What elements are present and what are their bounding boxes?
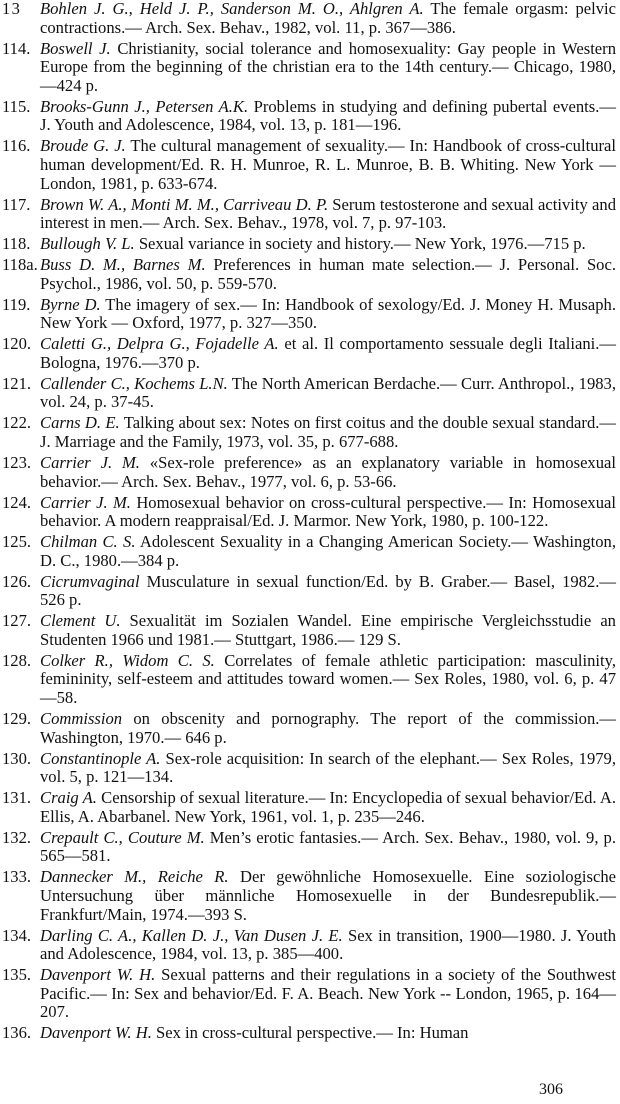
reference-text: Problems in studying and defining pubertal events.— J. Youth and Adolescence, 1984, vol. 13, p. 181—196. — [40, 96, 616, 135]
reference-entry — [0, 235, 620, 254]
reference-entry — [0, 927, 620, 964]
reference-entry — [0, 652, 620, 708]
reference-entry — [0, 454, 620, 491]
reference-entry — [0, 0, 620, 37]
reference-entry — [0, 829, 620, 866]
reference-entry — [0, 256, 620, 293]
reference-text: Musculature in sexual function/Ed. by B. Graber.— Basel, 1982.— 526 p. — [40, 571, 616, 610]
reference-text: Der gewöhnliche Homosexuelle. Eine soziologische Untersuchung über männliche Homosexuelle in der Bundesrepublik.— Frankfurt/Main, 1974.—393 S. — [40, 867, 616, 924]
reference-number: 127. — [2, 611, 32, 631]
reference-entry — [0, 335, 620, 372]
reference-number: 134. — [2, 925, 32, 945]
reference-entry — [0, 966, 620, 1022]
reference-number: 115. — [2, 96, 31, 116]
reference-number: 119. — [2, 294, 31, 314]
page-number: 306 — [539, 1081, 563, 1098]
reference-authors: Callender C., Kochems L.N. — [40, 373, 228, 393]
reference-entry — [0, 40, 620, 96]
reference-entry — [0, 868, 620, 924]
reference-authors: Carrier J. M. — [40, 452, 140, 472]
reference-authors: Broude G. J. — [40, 136, 126, 156]
reference-text: Sexual patterns and their regulations in a society of the Southwest Pacific.— In: Sex and behavior/Ed. F. A. Beach. New York -- London, 1965, p. 164—207. — [40, 965, 616, 1022]
reference-number: 130. — [2, 748, 32, 768]
reference-text: The cultural management of sexuality.— In: Handbook of cross-cultural human development/Ed. R. H. Munroe, R. L. Munroe, B. B. Whiting. New York — London, 1981, p. 633-674. — [40, 136, 616, 193]
reference-number: 131. — [2, 788, 32, 808]
reference-entry — [0, 196, 620, 233]
reference-text: Adolescent Sexuality in a Changing American Society.— Washington, D. C., 1980.—384 p. — [40, 532, 616, 570]
reference-authors: Bohlen J. G., Held J. P., Sanderson M. O., Ahlgren A. — [40, 0, 424, 18]
reference-authors: Chilman C. S. — [40, 532, 136, 552]
reference-text: Talking about sex: Notes on first coitus and the double sexual standard.— J. Marriage and the Family, 1973, vol. 35, p. 677-688. — [40, 413, 616, 451]
reference-number: 117. — [2, 194, 31, 214]
reference-text: «Sex-role preference» as an explanatory variable in homosexual behavior.— Arch. Sex. Behav., 1977, vol. 6, p. 53-66. — [40, 452, 616, 491]
reference-text: et al. Il comportamento sessuale degli Italiani.— Bologna, 1976.—370 p. — [40, 334, 616, 372]
reference-entry — [0, 375, 620, 412]
reference-text: The female orgasm: pelvic contractions.— Arch. Sex. Behav., 1982, vol. 11, p. 367—386. — [40, 0, 616, 37]
reference-entry — [0, 612, 620, 649]
reference-authors: Cicrumvaginal — [40, 571, 140, 591]
reference-text: Serum testosterone and sexual activity and interest in men.— Arch. Sex. Behav., 1978, vol. 7, p. 97-103. — [40, 194, 616, 233]
reference-authors: Brown W. A., Monti M. M., Carriveau D. P. — [40, 194, 329, 214]
reference-authors: Colker R., Widom C. S. — [40, 650, 215, 670]
reference-authors: Boswell J. — [40, 38, 111, 58]
reference-authors: Commission — [40, 709, 123, 729]
reference-text: on obscenity and pornography. The report of the commission.— Washington, 1970.— 646 p. — [40, 709, 616, 747]
reference-text: Christianity, social tolerance and homosexuality: Gay people in Western Europe from the beginning of the christian era to the 14th century.— Chicago, 1980,—424 p. — [40, 38, 616, 95]
reference-number: 122. — [2, 413, 32, 433]
reference-entry — [0, 98, 620, 135]
reference-entry — [0, 1024, 620, 1043]
reference-authors: Davenport W. H. — [40, 965, 156, 985]
reference-number: 118. — [2, 234, 31, 254]
reference-number: 129. — [2, 709, 32, 729]
reference-text: Men’s erotic fantasies.— Arch. Sex. Behav., 1980, vol. 9, p. 565—581. — [40, 827, 616, 866]
reference-number: 133. — [2, 867, 32, 887]
reference-number: 1 3 — [2, 0, 20, 18]
reference-authors: Bullough V. L. — [40, 234, 135, 254]
reference-number: 128. — [2, 650, 32, 670]
reference-text: Censorship of sexual literature.— In: Encyclopedia of sexual behavior/Ed. A. Ellis, A. Abarbanel. New York, 1961, vol. 1, p. 235—246. — [40, 788, 616, 826]
reference-authors: Carrier J. M. — [40, 492, 131, 512]
reference-authors: Carns D. E. — [40, 413, 120, 433]
reference-entry — [0, 789, 620, 826]
reference-number: 126. — [2, 571, 32, 591]
reference-authors: Dannecker M., Reiche R. — [40, 867, 229, 887]
reference-number: 123. — [2, 452, 32, 472]
reference-authors: Davenport W. H. — [40, 1023, 152, 1043]
reference-number: 135. — [2, 965, 32, 985]
reference-entry — [0, 414, 620, 451]
reference-text: Homosexual behavior on cross-cultural perspective.— In: Homosexual behavior. A modern reappraisal/Ed. J. Marmor. New York, 1980, p. 100-122. — [40, 492, 616, 531]
reference-number: 116. — [2, 136, 31, 156]
reference-number: 132. — [2, 827, 32, 847]
reference-text: The imagery of sex.— In: Handbook of sexology/Ed. J. Money H. Musaph. New York — Oxford, 1977, p. 327—350. — [40, 294, 616, 333]
reference-number: 114. — [2, 38, 31, 58]
reference-text: The North American Berdache.— Curr. Anthropol., 1983, vol. 24, p. 37-45. — [40, 373, 616, 412]
reference-number: 118a. — [2, 255, 38, 275]
reference-entry — [0, 296, 620, 333]
reference-entry — [0, 710, 620, 747]
reference-number: 121. — [2, 373, 32, 393]
reference-authors: Constantinople A. — [40, 748, 161, 768]
reference-entry — [0, 573, 620, 610]
reference-authors: Crepault C., Couture M. — [40, 827, 205, 847]
reference-text: Preferences in human mate selection.— J. Personal. Soc. Psychol., 1986, vol. 50, p. 559-570. — [40, 255, 616, 293]
reference-text: Correlates of female athletic participation: masculinity, femininity, self-esteem and attitudes toward women.— Sex Roles, 1980, vol. 6, p. 47—58. — [40, 650, 616, 708]
reference-authors: Caletti G., Delpra G., Fojadelle A. — [40, 334, 279, 354]
reference-authors: Brooks-Gunn J., Petersen A.K. — [40, 96, 249, 116]
reference-authors: Darling C. A., Kallen D. J., Van Dusen J. E. — [40, 925, 343, 945]
reference-text: Sex in transition, 1900—1980. J. Youth and Adolescence, 1984, vol. 13, p. 385—400. — [40, 925, 616, 964]
reference-entry — [0, 533, 620, 570]
reference-entry — [0, 494, 620, 531]
reference-number: 125. — [2, 532, 32, 552]
reference-text: Sex in cross-cultural perspective.— In: Human — [151, 1023, 469, 1043]
reference-authors: Buss D. M., Barnes M. — [40, 255, 206, 275]
reference-number: 136. — [2, 1023, 32, 1043]
reference-entry — [0, 750, 620, 787]
reference-number: 120. — [2, 334, 32, 354]
reference-text: Sexual variance in society and history.— New York, 1976.—715 p. — [134, 234, 586, 254]
reference-text: Sex-role acquisition: In search of the elephant.— Sex Roles, 1979, vol. 5, p. 121—134. — [40, 748, 616, 787]
reference-text: Sexualität im Sozialen Wandel. Eine empirische Vergleichsstudie an Studenten 1966 und 1981.— Stuttgart, 1986.— 129 S. — [40, 611, 616, 649]
reference-number: 124. — [2, 492, 32, 512]
reference-authors: Clement U. — [40, 611, 121, 631]
reference-entry — [0, 137, 620, 193]
reference-authors: Byrne D. — [40, 294, 101, 314]
reference-authors: Craig A. — [40, 788, 97, 808]
